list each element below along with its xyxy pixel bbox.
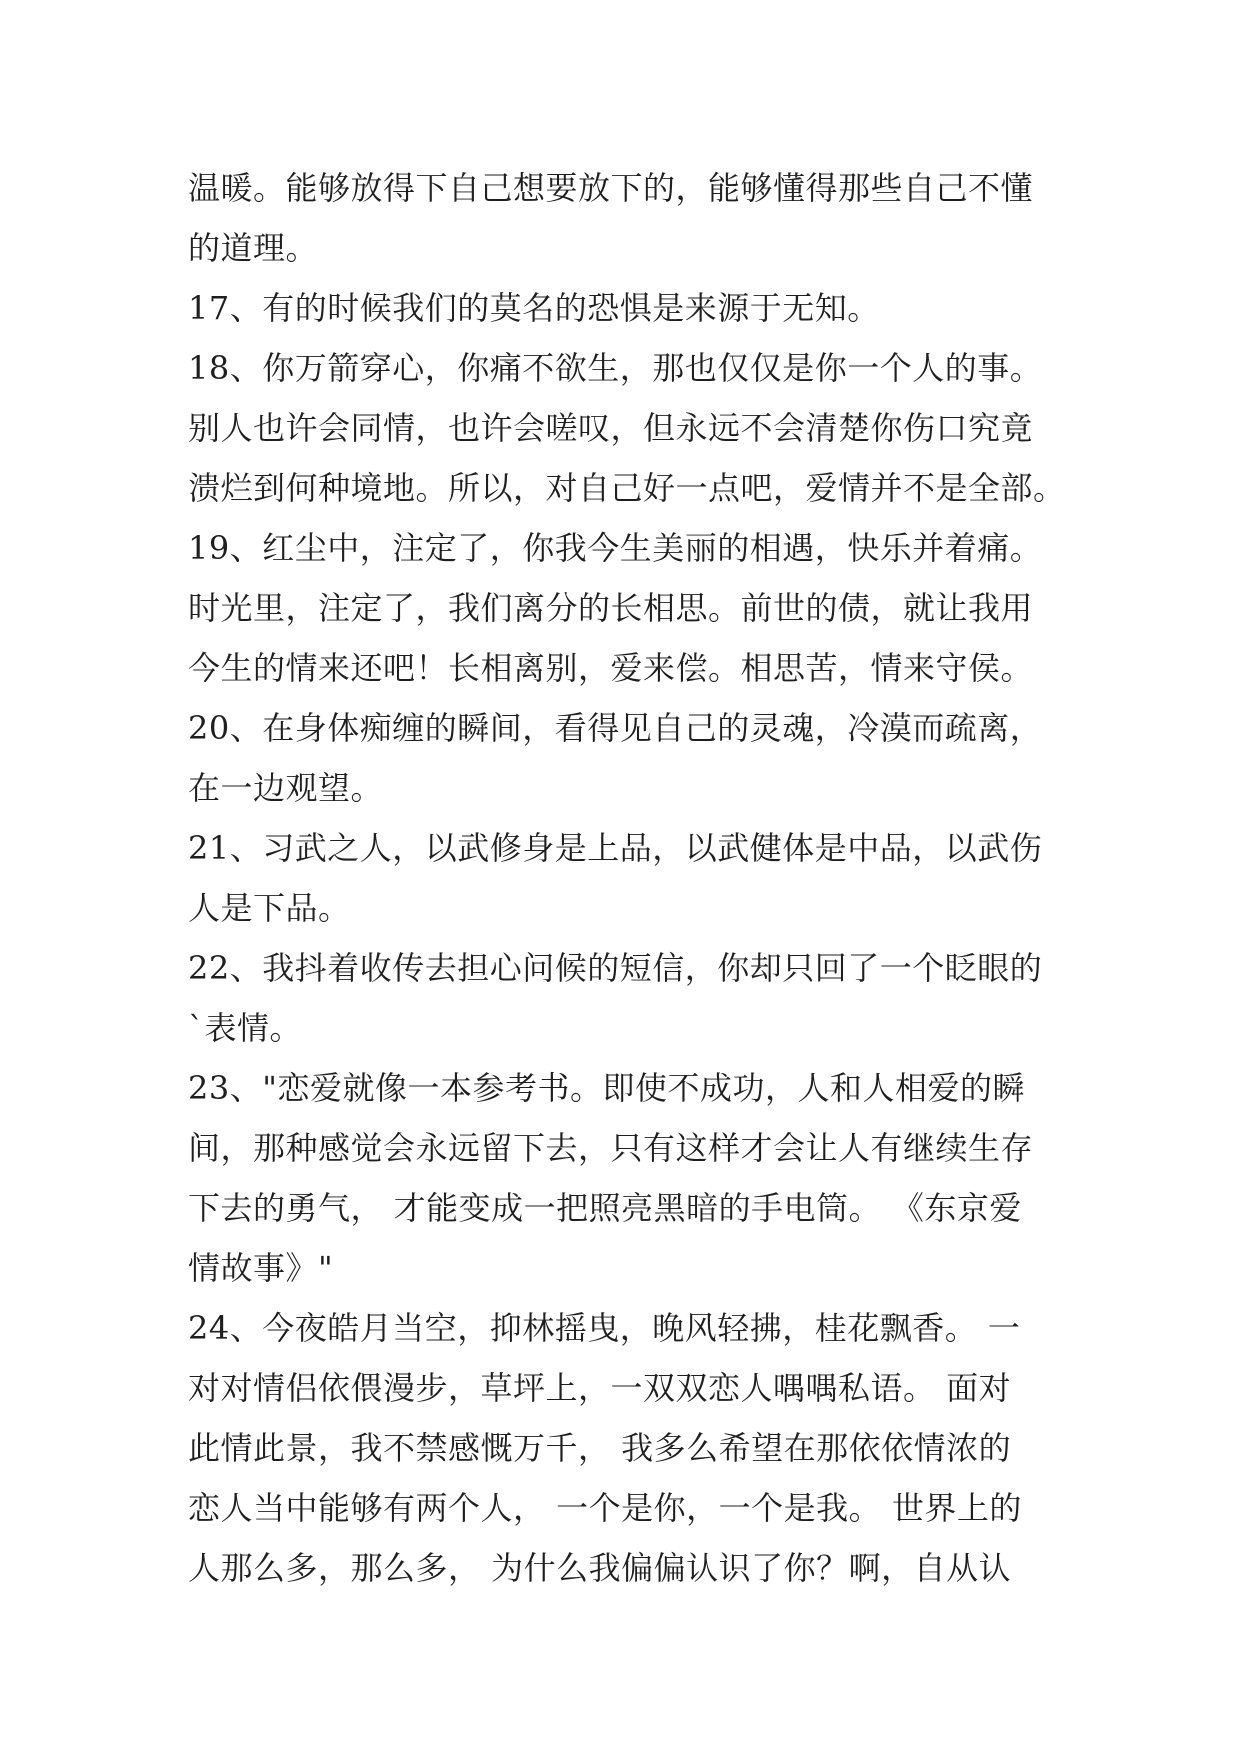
text-line: 的道理。 bbox=[188, 229, 319, 267]
text-line: 间，那种感觉会永远留下去，只有这样才会让人有继续生存 bbox=[188, 1129, 1034, 1167]
text-line: 人那么多，那么多， 为什么我偏偏认识了你？啊，自从认 bbox=[188, 1549, 1012, 1587]
text-line: 对对情侣依偎漫步，草坪上，一双双恋人喁喁私语。 面对 bbox=[188, 1369, 1012, 1407]
text-line: 23、"恋爱就像一本参考书。即使不成功，人和人相爱的瞬 bbox=[188, 1069, 1025, 1107]
text-line: 人是下品。 bbox=[188, 889, 351, 927]
text-line: 18、你万箭穿心，你痛不欲生，那也仅仅是你一个人的事。 bbox=[188, 349, 1043, 387]
text-line: 24、今夜皓月当空，抑林摇曳，晚风轻拂，桂花飘香。 一 bbox=[188, 1309, 1021, 1347]
text-line: 溃烂到何种境地。所以，对自己好一点吧，爱情并不是全部。 bbox=[188, 469, 1066, 507]
body-text bbox=[188, 158, 1068, 1598]
text-line: 恋人当中能够有两个人， 一个是你，一个是我。 世界上的 bbox=[188, 1489, 1022, 1527]
text-line: 情故事》" bbox=[188, 1249, 334, 1287]
text-line: 今生的情来还吧！长相离别，爱来偿。相思苦，情来守侯。 bbox=[188, 649, 1034, 687]
text-line: 21、习武之人，以武修身是上品，以武健体是中品，以武伤 bbox=[188, 829, 1043, 867]
text-line: 下去的勇气， 才能变成一把照亮黑暗的手电筒。 《东京爱 bbox=[188, 1189, 1022, 1227]
text-line: 20、在身体痴缠的瞬间，看得见自己的灵魂，冷漠而疏离， bbox=[188, 709, 1043, 747]
text-line: 22、我抖着收传去担心问候的短信，你却只回了一个眨眼的 bbox=[188, 949, 1043, 987]
text-line: 此情此景，我不禁感慨万千， 我多么希望在那依依情浓的 bbox=[188, 1429, 1012, 1467]
text-line: 温暖。能够放得下自己想要放下的，能够懂得那些自己不懂 bbox=[188, 169, 1034, 207]
text-line: 17、有的时候我们的莫名的恐惧是来源于无知。 bbox=[188, 289, 880, 327]
text-line: 时光里，注定了，我们离分的长相思。前世的债，就让我用 bbox=[188, 589, 1034, 627]
text-line: `表情。 bbox=[188, 1009, 303, 1047]
text-line: 19、红尘中，注定了，你我今生美丽的相遇，快乐并着痛。 bbox=[188, 529, 1043, 567]
text-line: 别人也许会同情，也许会嗟叹，但永远不会清楚你伤口究竟 bbox=[188, 409, 1034, 447]
text-line: 在一边观望。 bbox=[188, 769, 384, 807]
